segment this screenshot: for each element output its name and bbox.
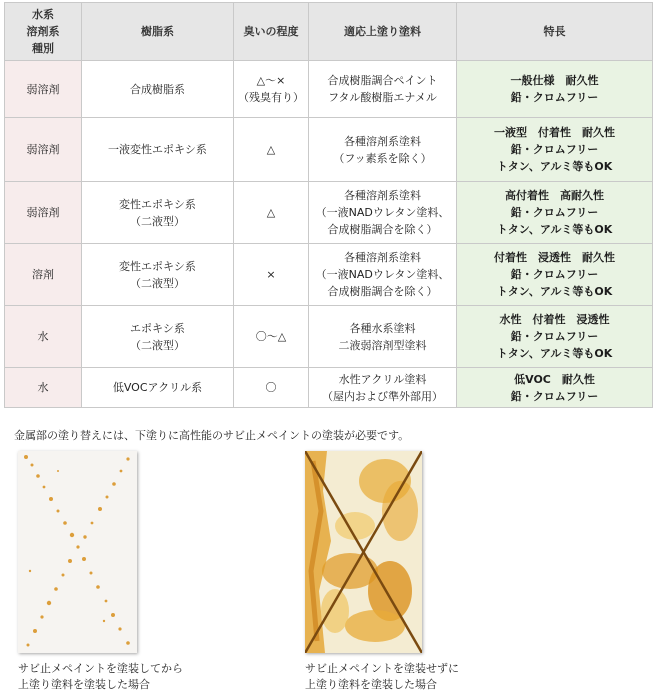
cell-text: △ bbox=[266, 206, 276, 219]
caption-line: サビ止メペイントを塗装してから bbox=[18, 662, 183, 675]
header-solvent-type: 水系 溶剤系 種別 bbox=[5, 3, 82, 61]
cell-text: △ bbox=[266, 143, 276, 156]
cell-text: トタン、アルミ等もOK bbox=[496, 223, 613, 236]
cell-odor bbox=[234, 118, 309, 182]
paint-spec-table bbox=[4, 2, 653, 408]
photo-with-primer-caption bbox=[18, 661, 183, 693]
cell-features bbox=[457, 118, 653, 182]
cell-solvent-type bbox=[5, 118, 82, 182]
header-resin: 樹脂系 bbox=[82, 3, 234, 61]
cell-text: 一液変性エポキシ系 bbox=[108, 143, 207, 156]
table-row bbox=[5, 306, 653, 368]
cell-text: 一般仕様 耐久性 bbox=[510, 74, 599, 87]
cell-text: 鉛・クロムフリー bbox=[510, 206, 599, 219]
cell-text: △～× bbox=[256, 74, 286, 87]
cell-solvent-type bbox=[5, 244, 82, 306]
cell-features bbox=[457, 61, 653, 118]
cell-topcoat bbox=[309, 61, 457, 118]
cell-text: 水 bbox=[37, 330, 49, 343]
table-row bbox=[5, 244, 653, 306]
cell-text: （二液型） bbox=[130, 338, 185, 352]
cell-text: 各種溶剤系塗料 bbox=[344, 251, 421, 264]
cell-solvent-type bbox=[5, 61, 82, 118]
cell-text: × bbox=[266, 268, 276, 281]
cell-text: （残臭有り） bbox=[238, 91, 304, 104]
cell-text: 二液弱溶剤型塗料 bbox=[338, 338, 427, 352]
cell-text: 低VOC 耐久性 bbox=[514, 372, 595, 386]
header-features: 特長 bbox=[457, 3, 653, 61]
cell-text: フタル酸樹脂エナメル bbox=[328, 91, 437, 104]
cell-text: 合成樹脂調合を除く） bbox=[327, 285, 438, 298]
cell-text: 水性アクリル塗料 bbox=[338, 372, 427, 386]
cell-odor bbox=[234, 182, 309, 244]
caption-line: サビ止メペイントを塗装せずに bbox=[305, 662, 459, 675]
cell-text: 一液型 付着性 耐久性 bbox=[494, 126, 615, 139]
cell-text: 付着性 浸透性 耐久性 bbox=[494, 251, 615, 264]
cell-topcoat bbox=[309, 118, 457, 182]
cell-topcoat bbox=[309, 182, 457, 244]
cell-text: 合成樹脂調合ペイント bbox=[327, 74, 438, 87]
cell-resin bbox=[82, 118, 234, 182]
table-row bbox=[5, 368, 653, 408]
photo-with-primer bbox=[18, 451, 137, 653]
cell-text: （一液NADウレタン塗料、 bbox=[315, 206, 450, 219]
cell-solvent-type bbox=[5, 306, 82, 368]
cell-text: 鉛・クロムフリー bbox=[510, 268, 599, 281]
cell-text: 鉛・クロムフリー bbox=[510, 330, 599, 343]
cell-resin bbox=[82, 244, 234, 306]
cell-resin bbox=[82, 182, 234, 244]
header-topcoat: 適応上塗り塗料 bbox=[309, 3, 457, 61]
cell-resin bbox=[82, 61, 234, 118]
cell-text: 合成樹脂調合を除く） bbox=[327, 223, 438, 236]
cell-text: 溶剤 bbox=[32, 268, 54, 281]
photo-without-primer-caption bbox=[305, 661, 459, 693]
cell-text: エポキシ系 bbox=[130, 321, 185, 335]
cell-text: 鉛・クロムフリー bbox=[510, 389, 599, 403]
cell-odor bbox=[234, 244, 309, 306]
cell-text: 弱溶剤 bbox=[26, 143, 60, 156]
caption-line: 上塗り塗料を塗装した場合 bbox=[18, 678, 150, 691]
cell-text: 各種溶剤系塗料 bbox=[344, 189, 421, 202]
cell-resin bbox=[82, 306, 234, 368]
cell-features bbox=[457, 306, 653, 368]
cell-odor bbox=[234, 368, 309, 408]
cell-text: トタン、アルミ等もOK bbox=[496, 347, 613, 360]
cell-text: 鉛・クロムフリー bbox=[510, 91, 599, 104]
cell-text: （フッ素系を除く） bbox=[333, 151, 432, 165]
cell-text: トタン、アルミ等もOK bbox=[496, 160, 613, 173]
cell-solvent-type bbox=[5, 182, 82, 244]
cell-solvent-type bbox=[5, 368, 82, 408]
table-row bbox=[5, 182, 653, 244]
cell-topcoat bbox=[309, 368, 457, 408]
cell-features bbox=[457, 244, 653, 306]
cell-text: 変性エポキシ系 bbox=[119, 197, 196, 211]
cell-text: 合成樹脂系 bbox=[130, 82, 185, 96]
cell-text: 水 bbox=[37, 381, 49, 394]
cell-resin bbox=[82, 368, 234, 408]
cell-text: 水性 付着性 浸透性 bbox=[499, 313, 610, 326]
cell-odor bbox=[234, 61, 309, 118]
rust-stain-light-image bbox=[18, 451, 137, 653]
cell-text: 鉛・クロムフリー bbox=[510, 143, 599, 156]
caption-line: 上塗り塗料を塗装した場合 bbox=[305, 678, 437, 691]
cell-odor bbox=[234, 306, 309, 368]
photo-without-primer bbox=[305, 451, 422, 653]
rust-stain-heavy-image bbox=[305, 451, 422, 653]
cell-topcoat bbox=[309, 244, 457, 306]
cell-text: 〇 bbox=[265, 381, 277, 394]
cell-text: 低VOCアクリル系 bbox=[112, 381, 203, 394]
cell-text: 各種溶剤系塗料 bbox=[344, 134, 421, 148]
cell-text: 変性エポキシ系 bbox=[119, 259, 196, 273]
table-header-row bbox=[5, 3, 653, 61]
cell-text: 弱溶剤 bbox=[26, 82, 60, 96]
table-row bbox=[5, 118, 653, 182]
cell-text: （一液NADウレタン塗料、 bbox=[315, 268, 450, 281]
header-odor: 臭いの程度 bbox=[234, 3, 309, 61]
cell-text: 高付着性 高耐久性 bbox=[505, 189, 604, 202]
cell-text: （二液型） bbox=[130, 276, 185, 290]
cell-text: トタン、アルミ等もOK bbox=[496, 285, 613, 298]
metal-repaint-note: 金属部の塗り替えには、下塗りに高性能のサビ止メペイントの塗装が必要です。 bbox=[14, 429, 410, 442]
cell-text: （屋内および準外部用） bbox=[322, 389, 443, 403]
cell-topcoat bbox=[309, 306, 457, 368]
cell-text: 各種水系塗料 bbox=[349, 321, 416, 335]
cell-text: （二液型） bbox=[130, 214, 185, 228]
cell-text: 弱溶剤 bbox=[26, 206, 60, 219]
cell-text: 〇～△ bbox=[255, 330, 287, 343]
table-row bbox=[5, 61, 653, 118]
cell-features bbox=[457, 182, 653, 244]
cell-features bbox=[457, 368, 653, 408]
